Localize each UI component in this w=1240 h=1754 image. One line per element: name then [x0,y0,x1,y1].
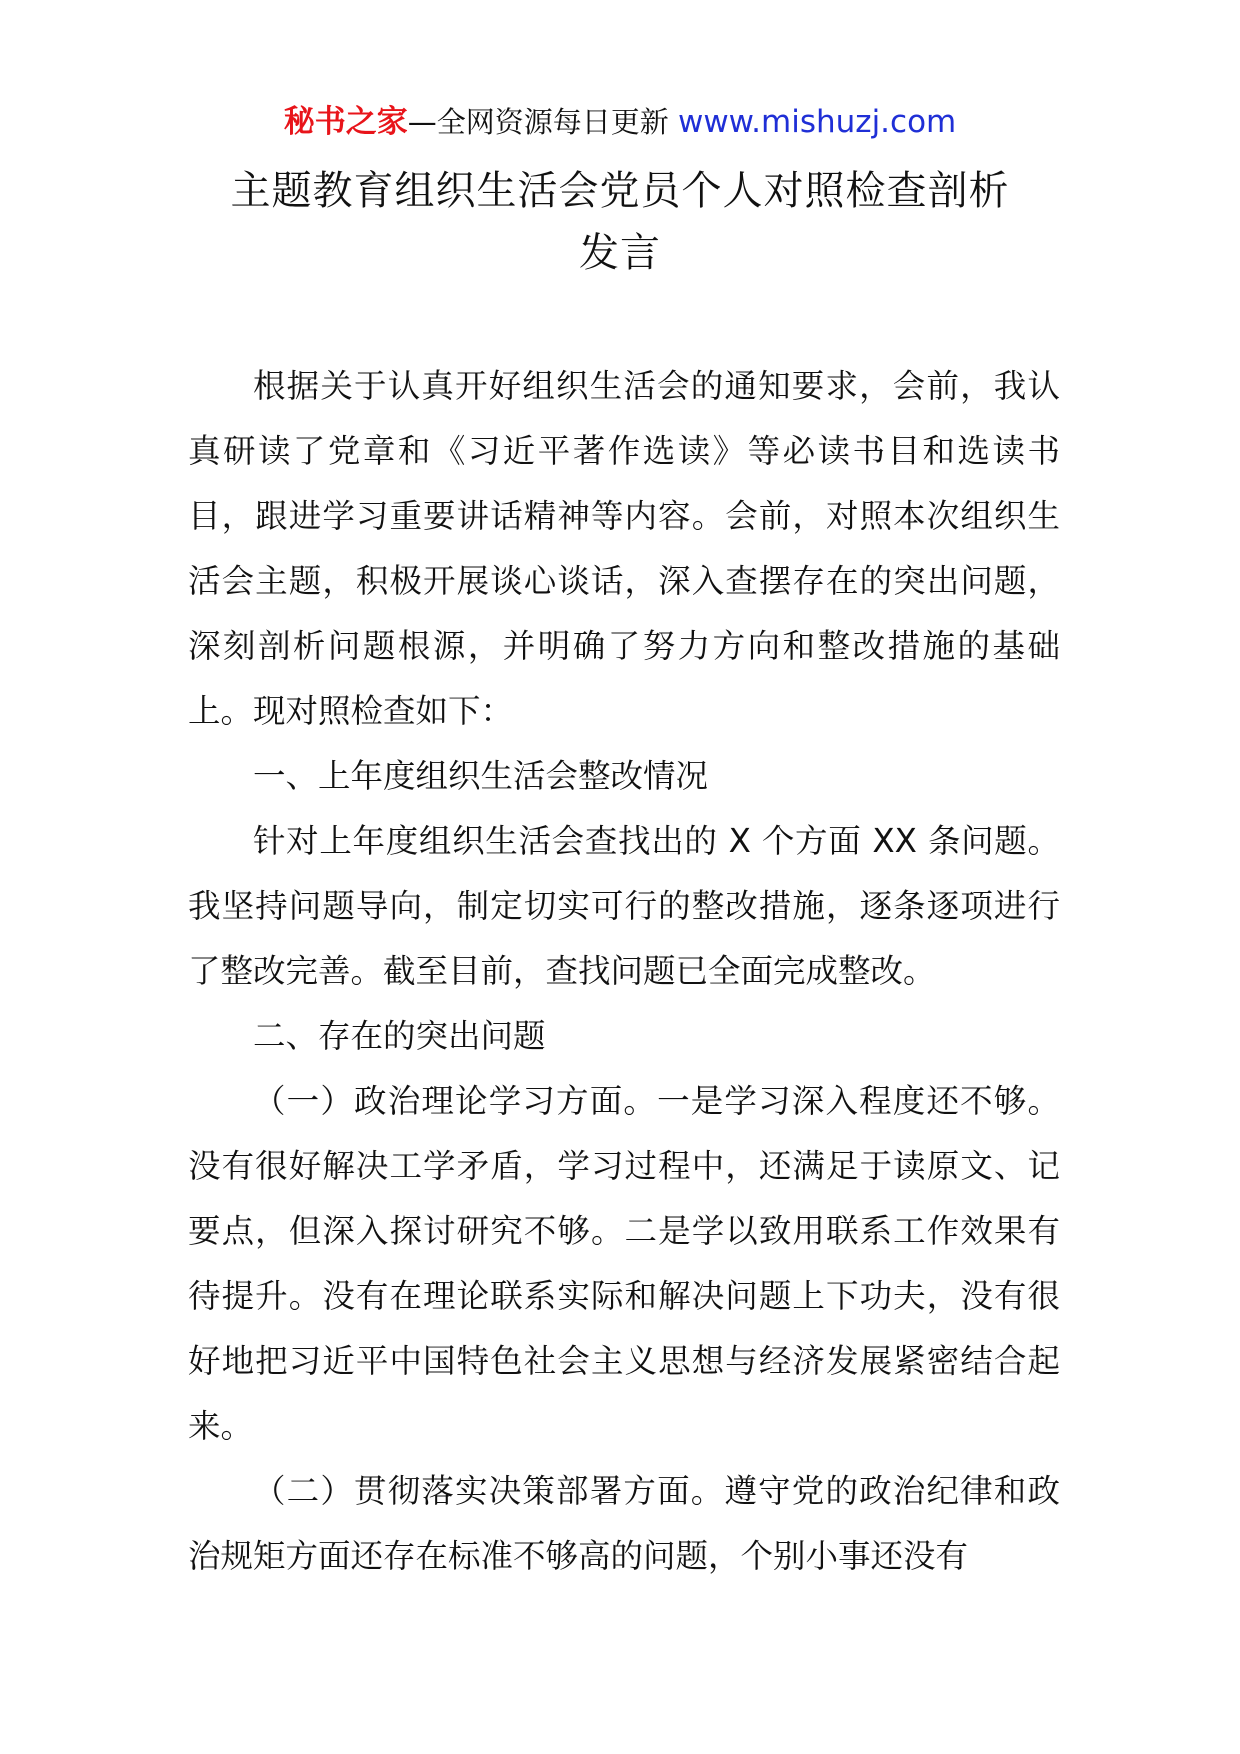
document-title-line2: 发言 [579,230,661,276]
intro-paragraph: 根据关于认真开好组织生活会的通知要求，会前，我认真研读了党章和《习近平著作选读》等必读书目和选读书目，跟进学习重要讲话精神等内容。会前，对照本次组织生活会主题，积极开展谈心谈话，深入查摆存在的突出问题，深刻剖析问题根源，并明确了努力方向和整改措施的基础上。现对照检查如下： [188,367,1060,730]
document-title [150,160,1090,284]
site-header [0,102,1240,142]
section-1-paragraph: 针对上年度组织生活会查找出的 X 个方面 XX 条问题。我坚持问题导向，制定切实可行的整改措施，逐条逐项进行了整改完善。截至目前，查找问题已全面完成整改。 [188,822,1060,990]
document-body [188,354,1060,1589]
section-heading-1: 一、上年度组织生活会整改情况 [253,757,709,795]
site-brand: 秘书之家 [283,104,408,140]
subsection-1-paragraph: （一）政治理论学习方面。一是学习深入程度还不够。没有很好解决工学矛盾，学习过程中，还满足于读原文、记要点，但深入探讨研究不够。二是学以致用联系工作效果有待提升。没有在理论联系实际和解决问题上下功夫，没有很好地把习近平中国特色社会主义思想与经济发展紧密结合起来。 [188,1082,1060,1445]
subsection-2-paragraph: （二）贯彻落实决策部署方面。遵守党的政治纪律和政治规矩方面还存在标准不够高的问题，个别小事还没有 [188,1472,1060,1575]
site-tagline: —全网资源每日更新 [407,105,678,139]
site-url-link[interactable]: www.mishuzj.com [677,104,957,140]
section-heading-2: 二、存在的突出问题 [253,1017,546,1055]
document-title-line1: 主题教育组织生活会党员个人对照检查剖析 [230,168,1010,214]
